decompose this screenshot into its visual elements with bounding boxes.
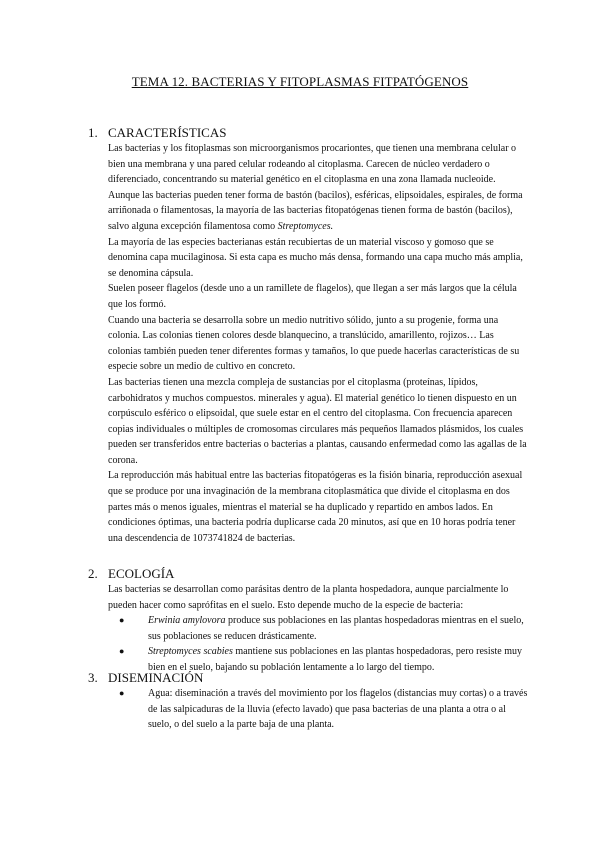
italic-term: Streptomyces scabies — [148, 646, 233, 658]
paragraph: La reproducción más habitual entre las bacterias fitopatógeras es la fisión binaria, reproducción asexual que se produce por una invaginación de la membrana citoplasmática que divide el citoplasma en dos partes más o menos iguales, mientras el material se ha duplicado y repartido en ambos lados. En condiciones óptimas, una bacteria podría duplicarse cada 20 minutos, así que en 10 horas podría tener una descendencia de 1073741824 de bacterias. — [108, 470, 523, 544]
paragraph: Suelen poseer flagelos (desde uno a un ramillete de flagelos), que llegan a ser más largos que la célula que los formó. — [108, 283, 517, 310]
bullet-icon: ● — [119, 646, 125, 657]
section-title: ECOLOGÍA — [108, 566, 175, 581]
paragraph: Las bacterias se desarrollan como parásitas dentro de la planta hospedadora, aunque parcialmente lo pueden hacer como saprófitas en el suelo. Esto depende mucho de la especie de bacteria: — [108, 584, 509, 611]
page-title: TEMA 12. BACTERIAS Y FITOPLASMAS FITPATÓGENOS — [131, 74, 469, 89]
bullet-icon: ● — [119, 688, 125, 698]
paragraph: Las bacterias y los fitoplasmas son microorganismos procariontes, que tienen una membrana celular o bien una membrana y una pared celular rodeando al citoplasma. Carecen de núcleo verdadero o diferenciado, concentrando su material genético en el citoplasma en una zona llamada nucleoide. Aunque las bacterias pueden tener forma de bastón (bacilos), esféricas, elipsoidales, espirales, de forma arriñonada o filamentosas, la mayoría de las bacterias fitopatógenas tienen forma de bastón (bacilos), salvo alguna excepción filamentosa como Streptomyces. — [108, 143, 523, 232]
paragraph: La mayoría de las especies bacterianas están recubiertas de un material viscoso y gomoso que se denomina capa mucilaginosa. Si esta capa es mucho más densa, formando una capa mucho más amplia, se denomina cápsula. — [108, 236, 523, 279]
bullet-list — [108, 613, 528, 675]
list-item: ● Agua: diseminación a través del movimiento por los flagelos (distancias muy cortas) o a través de las salpicaduras de la lluvia (efecto lavado) que pasa bacterias de una planta a otra o al suelo, o del suelo a la parte baja de una planta. — [119, 688, 528, 731]
section-title: DISEMINACIÓN — [108, 670, 204, 685]
section-body-diseminacion — [108, 686, 528, 733]
paragraph: Las bacterias tienen una mezcla compleja de sustancias por el citoplasma (proteínas, lípidos, carbohidratos y muchos compuestos. minerales y agua). El material genético lo tienen dispuesto en un corpúsculo esférico o elipsoidal, que suele estar en el centro del citoplasma. Con frecuencia aparecen copias individuales o múltiples de cromosomas circulares más pequeños llamados plásmidos, los cuales pueden ser transferidos entre bacterias o bacterias a plantas, causando enfermedad como las agallas de la corona. — [108, 376, 527, 466]
section-heading-diseminacion — [88, 670, 203, 686]
section-number: 2. — [88, 566, 98, 581]
list-item: ● Streptomyces scabies mantiene sus poblaciones en las plantas hospedadoras, pero resiste muy bien en el suelo, bajando su población lentamente a lo largo del tiempo. — [119, 646, 522, 673]
section-heading-ecologia — [88, 566, 174, 582]
bullet-list — [108, 686, 528, 733]
italic-term: Streptomyces. — [277, 220, 334, 232]
section-title: CARACTERÍSTICAS — [108, 125, 227, 140]
section-heading-caracteristicas — [88, 125, 226, 141]
list-item: ● Erwinia amylovora produce sus poblaciones en las plantas hospedadoras mientras en el suelo, sus poblaciones se reducen drásticamente. — [119, 615, 524, 642]
section-body-caracteristicas — [108, 141, 528, 546]
paragraph: Cuando una bacteria se desarrolla sobre un medio nutritivo sólido, junto a su progenie, forma una colonia. Las colonias tienen colores desde blanquecino, a translúcido, amarillento, rojizos… Las colonias también pueden tener diferentes formas y tamaños, lo que puede hacerlas características de su especie sobre un medio de cultivo en concreto. — [108, 314, 520, 373]
section-number: 3. — [88, 670, 98, 685]
section-body-ecologia — [108, 582, 528, 676]
italic-term: Erwinia amylovora — [148, 615, 226, 627]
bullet-icon: ● — [119, 615, 125, 626]
section-number: 1. — [88, 125, 98, 140]
